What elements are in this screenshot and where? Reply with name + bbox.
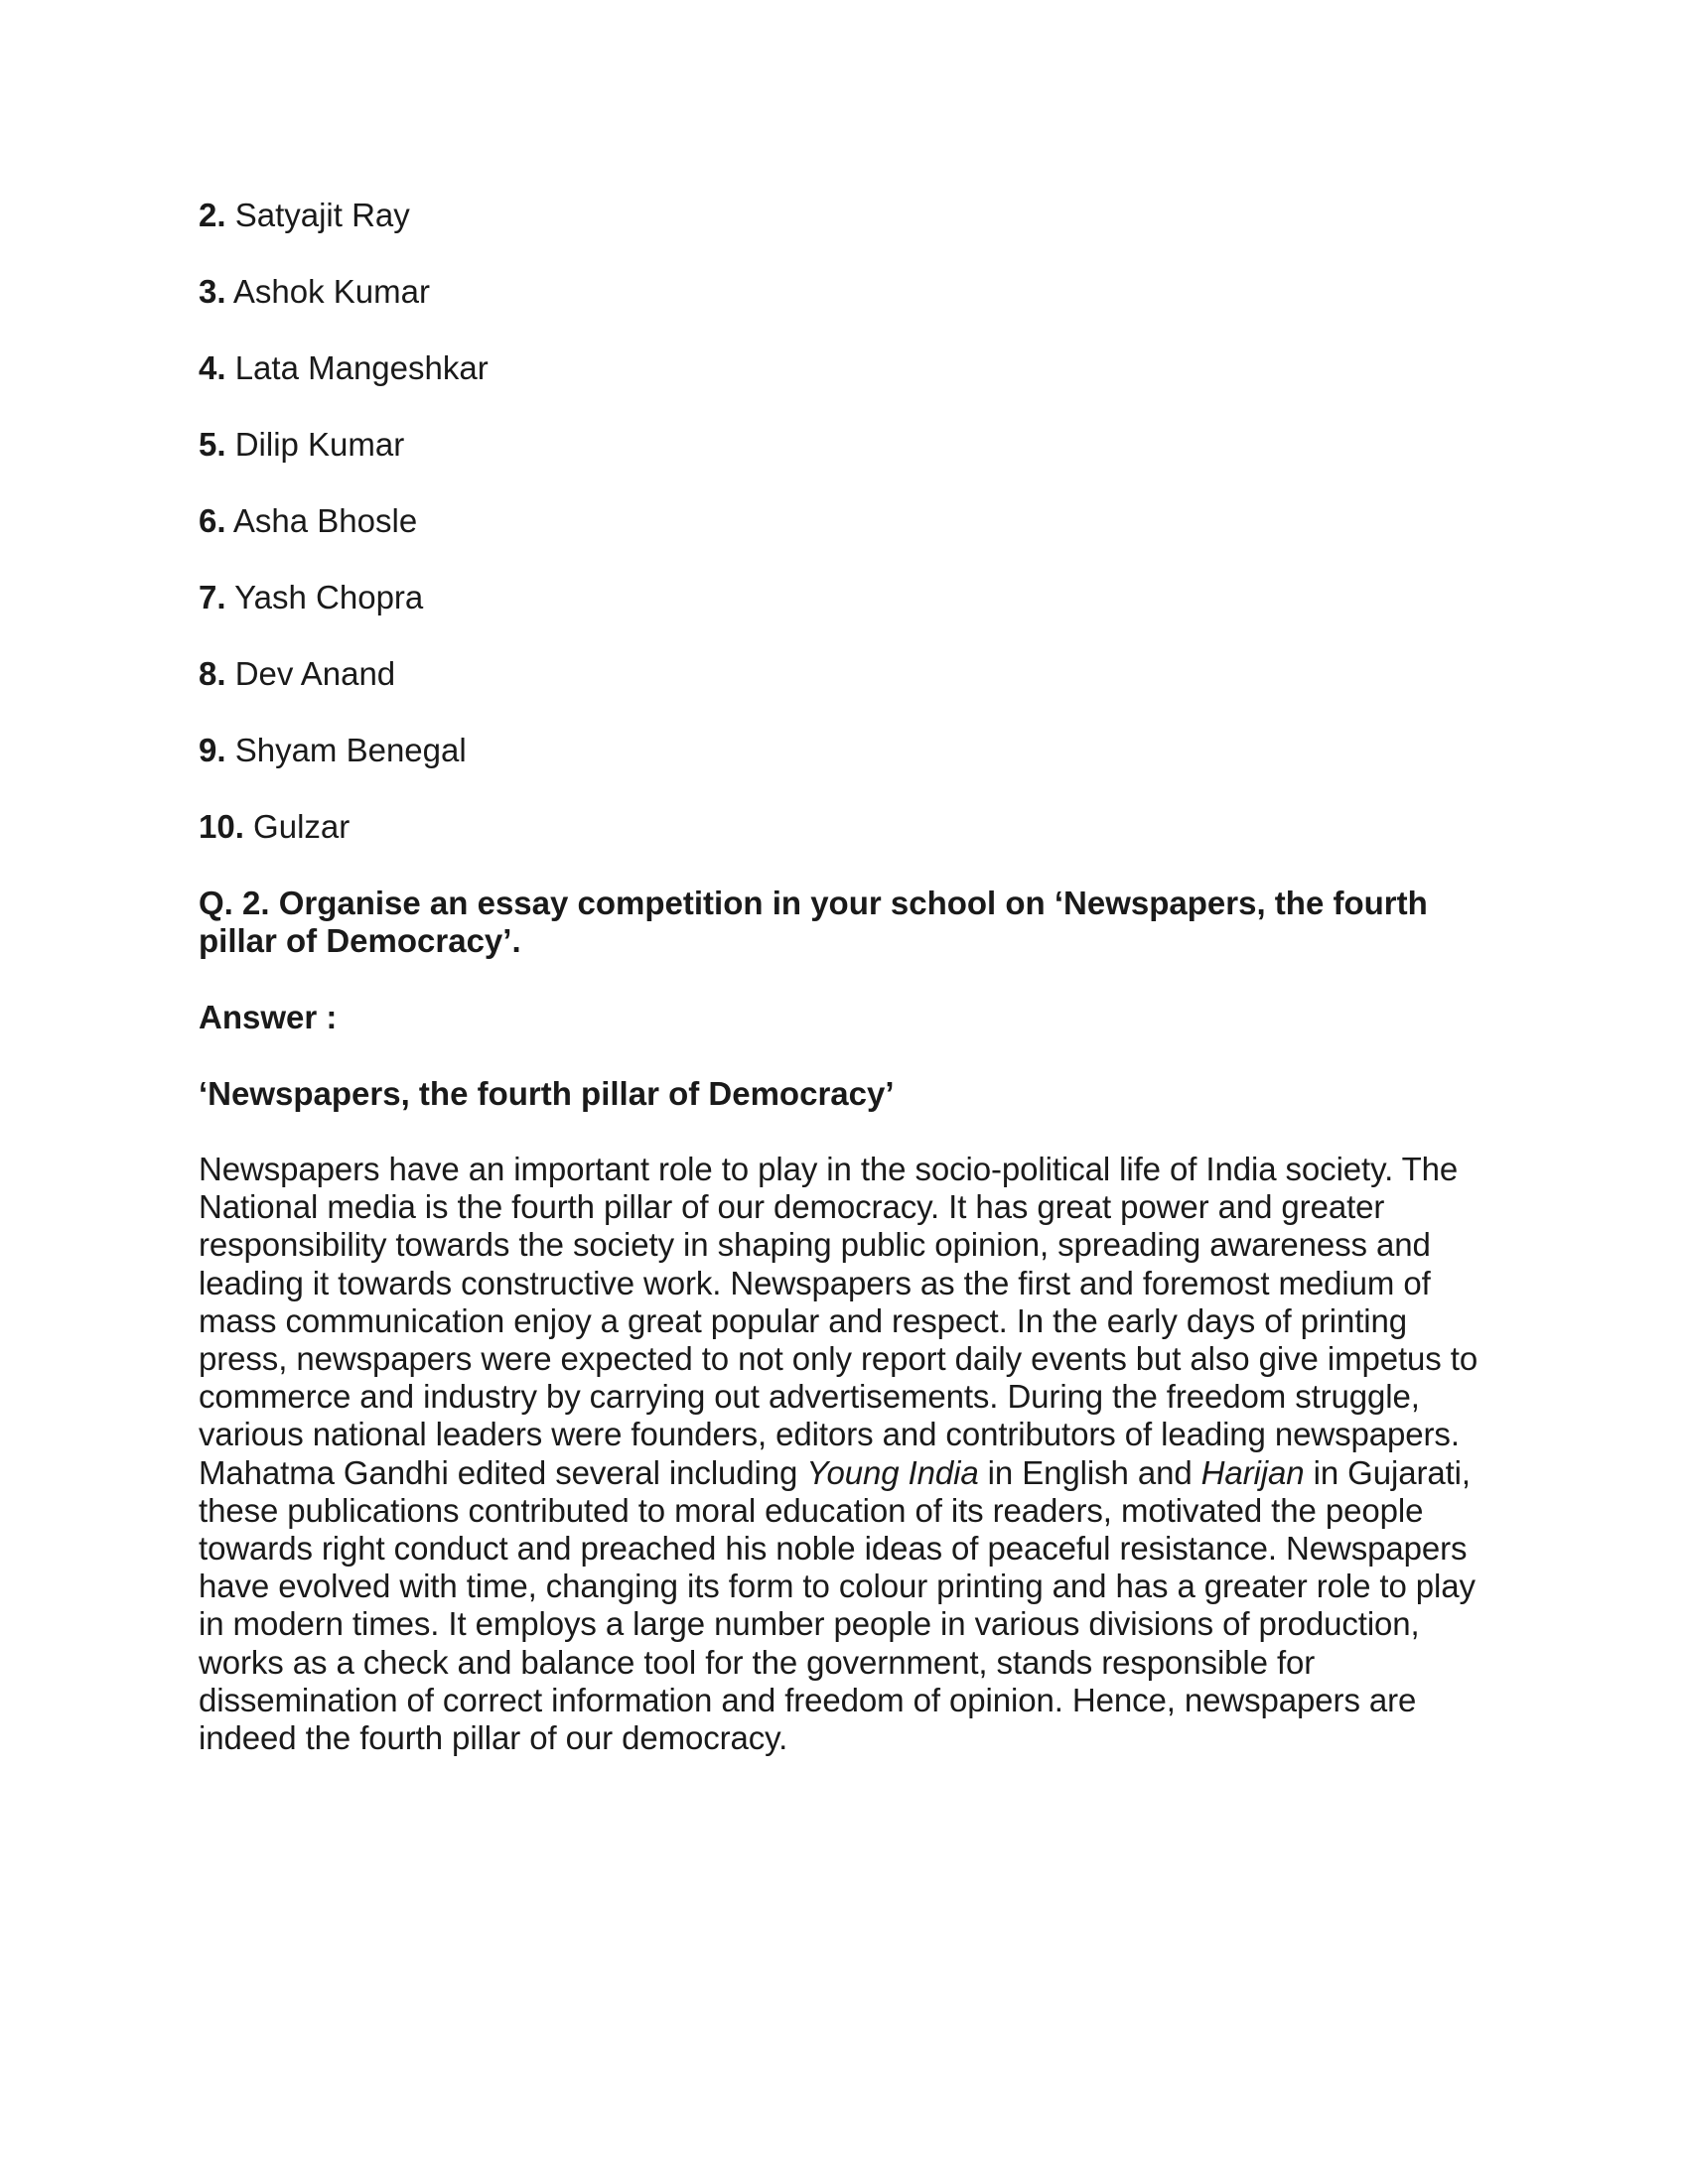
essay-text-part-3: in Gujarati, these publications contributed to moral education of its readers, motivated the people towards right conduct and preached his noble ideas of peaceful resistance. Newspapers have evolved with time, changing its form to colour printing and has a greater role to play in modern times. It employs a large number people in various divisions of production, works as a check and balance tool for the government, stands responsible for dissemination of correct information and freedom of opinion. Hence, newspapers are indeed the fourth pillar of our democracy. — [199, 1453, 1476, 1757]
name-list — [199, 197, 1489, 846]
list-item-name: Dilip Kumar — [234, 426, 405, 463]
list-item-number: 7. — [199, 579, 226, 615]
document-page — [199, 197, 1489, 1757]
list-item-number: 3. — [199, 273, 226, 310]
list-item-number: 4. — [199, 349, 226, 386]
list-item-name: Asha Bhosle — [232, 502, 418, 539]
list-item — [199, 273, 1489, 311]
publication-title-harijan: Harijan — [1200, 1453, 1305, 1491]
list-item-number: 6. — [199, 502, 226, 539]
list-item — [199, 426, 1489, 464]
list-item-number: 2. — [199, 197, 226, 233]
list-item-number: 9. — [199, 732, 226, 768]
list-item — [199, 655, 1489, 693]
list-item — [199, 579, 1489, 616]
publication-title-young-india: Young India — [806, 1453, 979, 1491]
list-item-number: 10. — [199, 808, 244, 845]
list-item — [199, 808, 1489, 846]
list-item-number: 8. — [199, 655, 226, 692]
list-item-name: Lata Mangeshkar — [234, 349, 489, 386]
list-item-number: 5. — [199, 426, 226, 463]
list-item-name: Satyajit Ray — [234, 197, 410, 233]
question-heading: Q. 2. Organise an essay competition in your school on ‘Newspapers, the fourth pillar of Democracy’. — [199, 885, 1428, 959]
list-item-name: Shyam Benegal — [234, 732, 467, 768]
list-item-name: Dev Anand — [234, 655, 396, 692]
essay-title: ‘Newspapers, the fourth pillar of Democracy’ — [199, 1075, 895, 1112]
list-item-name: Ashok Kumar — [232, 273, 430, 310]
list-item-name: Gulzar — [253, 808, 351, 845]
answer-label: Answer : — [199, 999, 338, 1035]
list-item — [199, 197, 1489, 234]
essay-text-part-1: Newspapers have an important role to play in the socio-political life of India society. The National media is the fourth pillar of our democracy. It has great power and greater responsibility towards the society in shaping public opinion, spreading awareness and leading it towards constructive work. Newspapers as the first and foremost medium of mass communication enjoy a great popular and respect. In the early days of printing press, newspapers were expected to not only report daily events but also give impetus to commerce and industry by carrying out advertisements. During the freedom struggle, various national leaders were founders, editors and contributors of leading newspapers. Mahatma Gandhi edited several including — [199, 1151, 1478, 1491]
list-item — [199, 349, 1489, 387]
essay-body — [199, 1151, 1489, 1757]
list-item-name: Yash Chopra — [234, 579, 424, 615]
essay-text-part-2: in English and — [978, 1453, 1201, 1491]
list-item — [199, 502, 1489, 540]
list-item — [199, 732, 1489, 769]
